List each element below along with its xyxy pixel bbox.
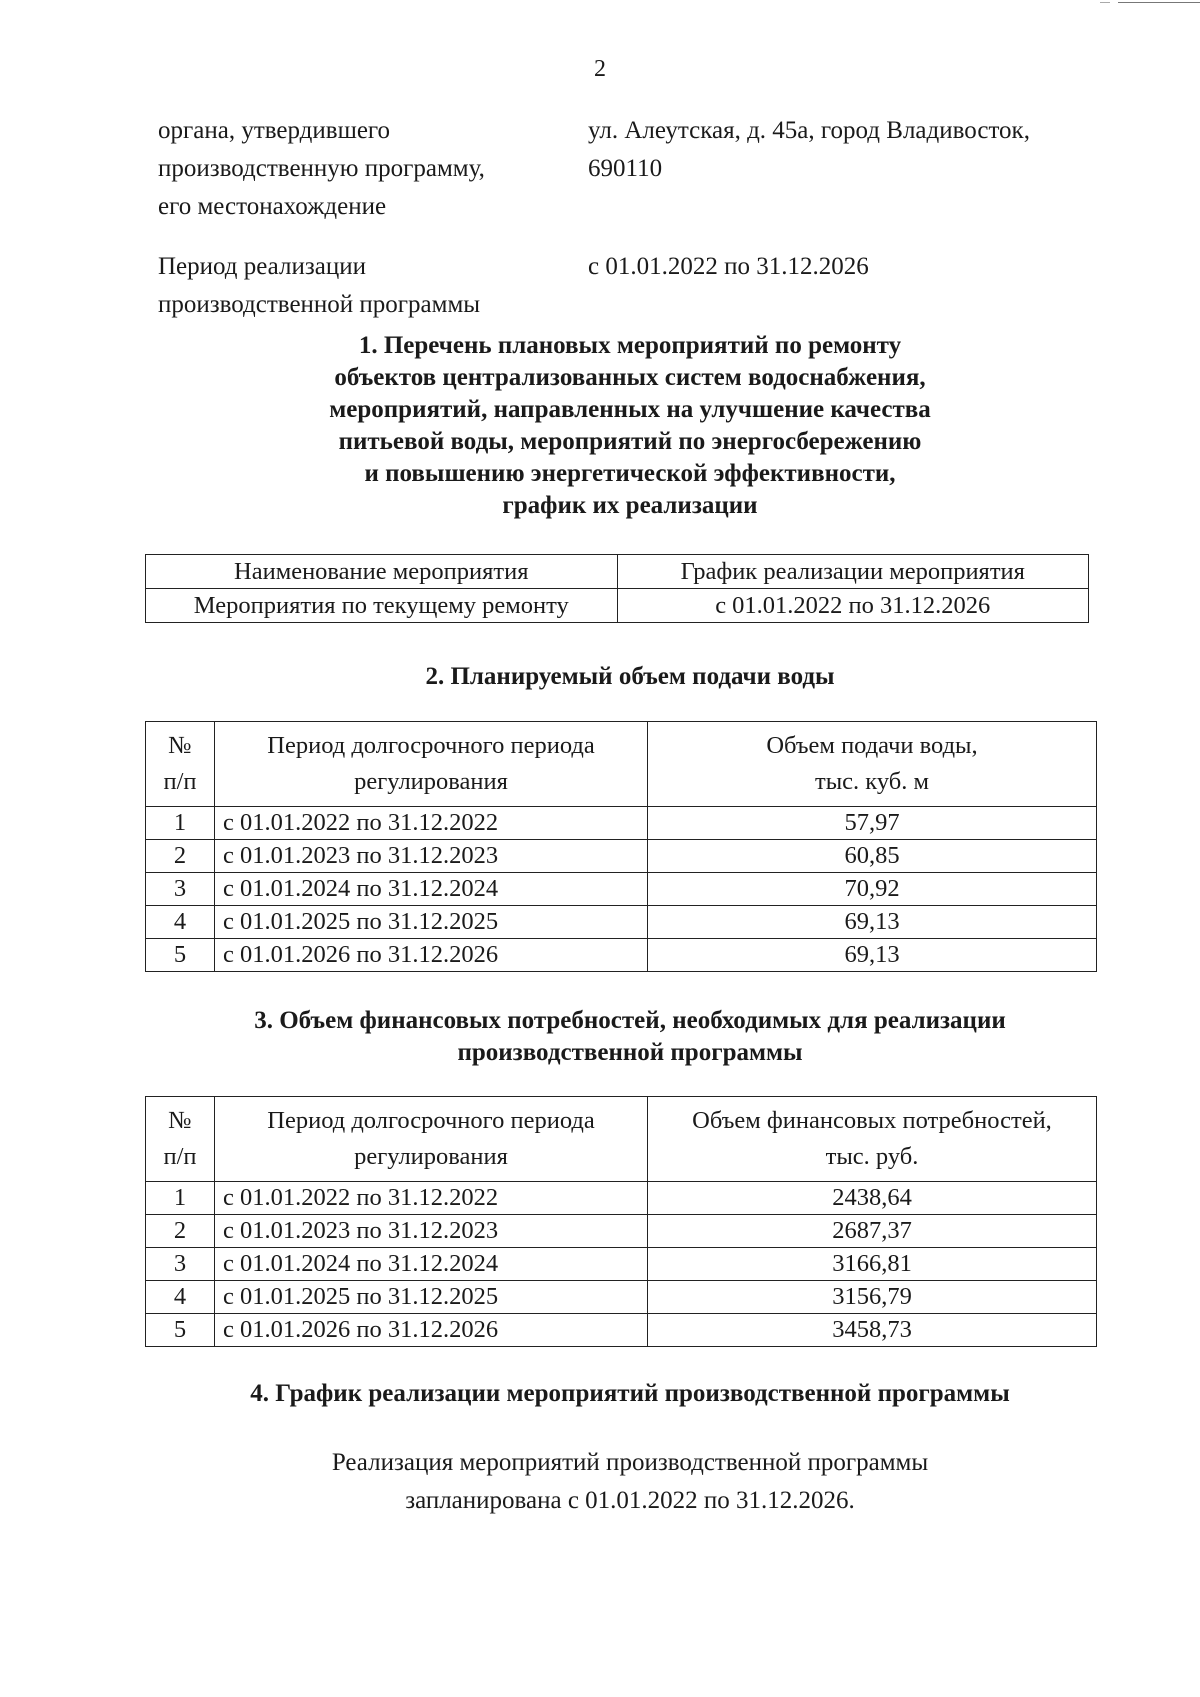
period-value: с 01.01.2022 по 31.12.2026 <box>588 253 869 280</box>
financial-needs-table <box>145 1096 1097 1347</box>
table-row <box>146 589 1089 623</box>
title-line: и повышению энергетической эффективности, <box>364 460 896 487</box>
row-period: с 01.01.2025 по 31.12.2025 <box>215 906 648 939</box>
row-number: 3 <box>146 1248 215 1281</box>
activity-schedule: с 01.01.2022 по 31.12.2026 <box>617 589 1089 623</box>
title-line: 3. Объем финансовых потребностей, необходимых для реализации <box>254 1007 1006 1034</box>
info-line: производственной программы <box>158 291 481 318</box>
title-line: график их реализации <box>502 492 758 519</box>
header-line: п/п <box>163 1143 197 1170</box>
row-number: 3 <box>146 873 215 906</box>
header-water-volume <box>648 722 1097 807</box>
table-row <box>146 1182 1097 1215</box>
table-row <box>146 873 1097 906</box>
table-row <box>146 939 1097 972</box>
section-4-title: 4. График реализации мероприятий производственной программы <box>250 1380 1010 1407</box>
header-number <box>146 722 215 807</box>
row-period: с 01.01.2026 по 31.12.2026 <box>215 1314 648 1347</box>
row-period: с 01.01.2025 по 31.12.2025 <box>215 1281 648 1314</box>
table-row <box>146 1248 1097 1281</box>
note-line: Реализация мероприятий производственной программы <box>331 1449 929 1476</box>
scan-corner-mark <box>1100 0 1200 6</box>
activity-name: Мероприятия по текущему ремонту <box>146 589 618 623</box>
info-line: его местонахождение <box>158 193 387 220</box>
row-number: 4 <box>146 1281 215 1314</box>
section-2-title: 2. Планируемый объем подачи воды <box>425 663 835 690</box>
header-line: регулирования <box>354 768 508 795</box>
row-period: с 01.01.2026 по 31.12.2026 <box>215 939 648 972</box>
info-line: производственную программу, <box>158 155 485 182</box>
row-number: 5 <box>146 1314 215 1347</box>
header-line: Объем подачи воды, <box>766 732 978 759</box>
table-header-row <box>146 722 1097 807</box>
row-number: 4 <box>146 906 215 939</box>
authority-label <box>158 112 485 226</box>
row-number: 1 <box>146 1182 215 1215</box>
page-number: 2 <box>594 56 606 82</box>
row-period: с 01.01.2023 по 31.12.2023 <box>215 1215 648 1248</box>
activities-table <box>145 554 1089 623</box>
header-line: Период долгосрочного периода <box>267 1107 595 1134</box>
row-value: 3156,79 <box>648 1281 1097 1314</box>
header-period <box>215 722 648 807</box>
row-value: 2687,37 <box>648 1215 1097 1248</box>
row-number: 5 <box>146 939 215 972</box>
row-value: 70,92 <box>648 873 1097 906</box>
row-period: с 01.01.2023 по 31.12.2023 <box>215 840 648 873</box>
info-line: 690110 <box>588 155 663 182</box>
table-row <box>146 1314 1097 1347</box>
header-activity-schedule: График реализации мероприятия <box>617 555 1089 589</box>
title-line: мероприятий, направленных на улучшение качества <box>329 396 931 423</box>
table-row <box>146 906 1097 939</box>
title-line: объектов централизованных систем водоснабжения, <box>334 364 926 391</box>
row-period: с 01.01.2022 по 31.12.2022 <box>215 807 648 840</box>
row-value: 57,97 <box>648 807 1097 840</box>
row-period: с 01.01.2022 по 31.12.2022 <box>215 1182 648 1215</box>
row-number: 2 <box>146 840 215 873</box>
header-line: регулирования <box>354 1143 508 1170</box>
authority-address <box>588 112 1030 188</box>
info-line: Период реализации <box>158 253 366 280</box>
header-number <box>146 1097 215 1182</box>
table-row <box>146 807 1097 840</box>
table-header-row <box>146 1097 1097 1182</box>
header-line: Период долгосрочного периода <box>267 732 595 759</box>
row-value: 3458,73 <box>648 1314 1097 1347</box>
row-value: 2438,64 <box>648 1182 1097 1215</box>
title-line: производственной программы <box>457 1039 803 1066</box>
header-period <box>215 1097 648 1182</box>
header-line: № <box>168 732 192 759</box>
row-period: с 01.01.2024 по 31.12.2024 <box>215 1248 648 1281</box>
title-line: питьевой воды, мероприятий по энергосбережению <box>338 428 922 455</box>
header-activity-name: Наименование мероприятия <box>146 555 618 589</box>
header-line: № <box>168 1107 192 1134</box>
table-row <box>146 1215 1097 1248</box>
note-line: запланирована с 01.01.2022 по 31.12.2026. <box>405 1487 855 1514</box>
header-line: тыс. куб. м <box>815 768 929 795</box>
row-value: 69,13 <box>648 906 1097 939</box>
info-line: ул. Алеутская, д. 45а, город Владивосток, <box>588 117 1030 144</box>
section-1-title <box>150 330 1110 522</box>
table-header-row <box>146 555 1089 589</box>
row-number: 2 <box>146 1215 215 1248</box>
row-value: 69,13 <box>648 939 1097 972</box>
row-number: 1 <box>146 807 215 840</box>
header-line: тыс. руб. <box>825 1143 919 1170</box>
info-line: органа, утвердившего <box>158 117 391 144</box>
header-line: п/п <box>163 768 197 795</box>
row-value: 3166,81 <box>648 1248 1097 1281</box>
row-value: 60,85 <box>648 840 1097 873</box>
table-row <box>146 840 1097 873</box>
period-label <box>158 248 480 324</box>
water-supply-table <box>145 721 1097 972</box>
header-line: Объем финансовых потребностей, <box>692 1107 1052 1134</box>
title-line: 1. Перечень плановых мероприятий по ремонту <box>358 332 902 359</box>
implementation-note <box>150 1444 1110 1520</box>
table-row <box>146 1281 1097 1314</box>
section-3-title <box>100 1005 1160 1069</box>
header-financial-volume <box>648 1097 1097 1182</box>
row-period: с 01.01.2024 по 31.12.2024 <box>215 873 648 906</box>
